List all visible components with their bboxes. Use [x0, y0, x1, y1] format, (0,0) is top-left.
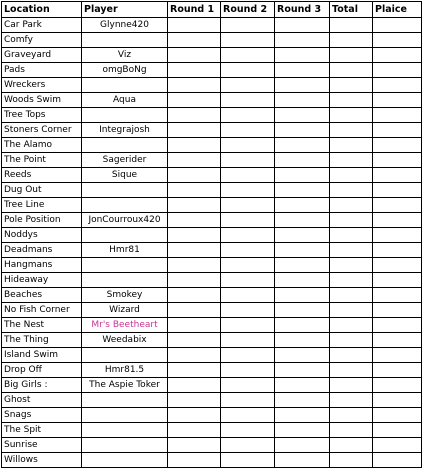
- table-row: [2, 198, 422, 213]
- round-2-cell[interactable]: [221, 123, 275, 138]
- player-cell[interactable]: Mr's Beetheart: [82, 318, 168, 333]
- round-2-cell[interactable]: [221, 288, 275, 303]
- plaice-cell[interactable]: [373, 258, 422, 273]
- table-row: [2, 423, 422, 438]
- round-1-cell[interactable]: [168, 363, 221, 378]
- total-cell[interactable]: [330, 153, 373, 168]
- total-cell[interactable]: [330, 138, 373, 153]
- total-cell[interactable]: [330, 408, 373, 423]
- table-row: [2, 438, 422, 453]
- table-row: [2, 393, 422, 408]
- total-cell[interactable]: [330, 243, 373, 258]
- total-cell[interactable]: [330, 318, 373, 333]
- plaice-cell[interactable]: [373, 93, 422, 108]
- location-cell[interactable]: Hideaway: [2, 273, 82, 288]
- location-cell[interactable]: Car Park: [2, 18, 82, 33]
- location-cell[interactable]: The Alamo: [2, 138, 82, 153]
- round-1-cell[interactable]: [168, 378, 221, 393]
- round-3-cell[interactable]: [275, 228, 330, 243]
- location-cell[interactable]: No Fish Corner: [2, 303, 82, 318]
- total-cell[interactable]: [330, 108, 373, 123]
- player-cell[interactable]: [82, 138, 168, 153]
- player-cell[interactable]: [82, 348, 168, 363]
- round-2-cell[interactable]: [221, 423, 275, 438]
- fishing-draw-table: [1, 1, 422, 468]
- round-2-cell[interactable]: [221, 243, 275, 258]
- player-cell[interactable]: Viz: [82, 48, 168, 63]
- plaice-cell[interactable]: [373, 333, 422, 348]
- plaice-cell[interactable]: [373, 78, 422, 93]
- round-2-cell[interactable]: [221, 318, 275, 333]
- round-1-cell[interactable]: [168, 108, 221, 123]
- round-1-cell[interactable]: [168, 318, 221, 333]
- table-row: [2, 48, 422, 63]
- round-1-cell[interactable]: [168, 303, 221, 318]
- total-cell[interactable]: [330, 213, 373, 228]
- round-2-cell[interactable]: [221, 363, 275, 378]
- player-cell[interactable]: Integrajosh: [82, 123, 168, 138]
- location-cell[interactable]: Big Girls :: [2, 378, 82, 393]
- table-row: [2, 138, 422, 153]
- table-row: [2, 33, 422, 48]
- location-cell[interactable]: Beaches: [2, 288, 82, 303]
- round-1-cell[interactable]: [168, 408, 221, 423]
- table-row: [2, 453, 422, 468]
- table-row: [2, 243, 422, 258]
- plaice-cell[interactable]: [373, 318, 422, 333]
- round-3-cell[interactable]: [275, 213, 330, 228]
- total-cell[interactable]: [330, 273, 373, 288]
- player-cell[interactable]: Hmr81: [82, 243, 168, 258]
- round-1-cell[interactable]: [168, 63, 221, 78]
- location-cell[interactable]: Tree Line: [2, 198, 82, 213]
- round-1-cell[interactable]: [168, 273, 221, 288]
- round-3-cell[interactable]: [275, 123, 330, 138]
- round-2-cell[interactable]: [221, 63, 275, 78]
- table-row: [2, 408, 422, 423]
- table-row: [2, 258, 422, 273]
- total-cell[interactable]: [330, 378, 373, 393]
- round-1-cell[interactable]: [168, 258, 221, 273]
- plaice-cell[interactable]: [373, 363, 422, 378]
- round-1-cell[interactable]: [168, 48, 221, 63]
- location-cell[interactable]: The Thing: [2, 333, 82, 348]
- round-2-cell[interactable]: [221, 303, 275, 318]
- round-3-cell[interactable]: [275, 108, 330, 123]
- round-2-cell[interactable]: [221, 93, 275, 108]
- table-row: [2, 153, 422, 168]
- round-2-cell[interactable]: [221, 258, 275, 273]
- table-row: [2, 168, 422, 183]
- header-round-1: Round 1: [168, 2, 221, 18]
- table-row: [2, 348, 422, 363]
- location-cell[interactable]: Graveyard: [2, 48, 82, 63]
- player-cell[interactable]: Glynne420: [82, 18, 168, 33]
- header-round-2: Round 2: [221, 2, 275, 18]
- round-1-cell[interactable]: [168, 393, 221, 408]
- total-cell[interactable]: [330, 438, 373, 453]
- location-cell[interactable]: Island Swim: [2, 348, 82, 363]
- round-1-cell[interactable]: [168, 123, 221, 138]
- round-3-cell[interactable]: [275, 378, 330, 393]
- round-3-cell[interactable]: [275, 93, 330, 108]
- round-3-cell[interactable]: [275, 63, 330, 78]
- round-3-cell[interactable]: [275, 348, 330, 363]
- total-cell[interactable]: [330, 33, 373, 48]
- total-cell[interactable]: [330, 363, 373, 378]
- total-cell[interactable]: [330, 168, 373, 183]
- table-row: [2, 288, 422, 303]
- table-row: [2, 18, 422, 33]
- table-row: [2, 183, 422, 198]
- round-2-cell[interactable]: [221, 153, 275, 168]
- plaice-cell[interactable]: [373, 393, 422, 408]
- location-cell[interactable]: Dug Out: [2, 183, 82, 198]
- round-1-cell[interactable]: [168, 213, 221, 228]
- table-row: [2, 378, 422, 393]
- location-cell[interactable]: The Nest: [2, 318, 82, 333]
- round-1-cell[interactable]: [168, 348, 221, 363]
- round-2-cell[interactable]: [221, 198, 275, 213]
- player-cell[interactable]: JonCourroux420: [82, 213, 168, 228]
- location-cell[interactable]: Stoners Corner: [2, 123, 82, 138]
- plaice-cell[interactable]: [373, 438, 422, 453]
- table-row: [2, 123, 422, 138]
- total-cell[interactable]: [330, 78, 373, 93]
- player-cell[interactable]: [82, 438, 168, 453]
- player-cell[interactable]: [82, 198, 168, 213]
- player-cell[interactable]: omgBoNg: [82, 63, 168, 78]
- round-2-cell[interactable]: [221, 408, 275, 423]
- player-cell[interactable]: [82, 453, 168, 468]
- round-3-cell[interactable]: [275, 318, 330, 333]
- round-3-cell[interactable]: [275, 168, 330, 183]
- header-player: Player: [82, 2, 168, 18]
- location-cell[interactable]: Ghost: [2, 393, 82, 408]
- table-row: [2, 78, 422, 93]
- round-3-cell[interactable]: [275, 303, 330, 318]
- round-2-cell[interactable]: [221, 228, 275, 243]
- table-row: [2, 273, 422, 288]
- header-plaice: Plaice: [373, 2, 422, 18]
- plaice-cell[interactable]: [373, 48, 422, 63]
- location-cell[interactable]: Pole Position: [2, 213, 82, 228]
- round-2-cell[interactable]: [221, 48, 275, 63]
- plaice-cell[interactable]: [373, 168, 422, 183]
- round-1-cell[interactable]: [168, 288, 221, 303]
- table-row: [2, 318, 422, 333]
- header-location: Location: [2, 2, 82, 18]
- location-cell[interactable]: Drop Off: [2, 363, 82, 378]
- plaice-cell[interactable]: [373, 63, 422, 78]
- round-3-cell[interactable]: [275, 153, 330, 168]
- location-cell[interactable]: Snags: [2, 408, 82, 423]
- round-3-cell[interactable]: [275, 438, 330, 453]
- round-1-cell[interactable]: [168, 78, 221, 93]
- round-3-cell[interactable]: [275, 453, 330, 468]
- round-2-cell[interactable]: [221, 183, 275, 198]
- table-row: [2, 363, 422, 378]
- total-cell[interactable]: [330, 333, 373, 348]
- plaice-cell[interactable]: [373, 288, 422, 303]
- round-3-cell[interactable]: [275, 258, 330, 273]
- total-cell[interactable]: [330, 288, 373, 303]
- plaice-cell[interactable]: [373, 453, 422, 468]
- round-2-cell[interactable]: [221, 108, 275, 123]
- plaice-cell[interactable]: [373, 348, 422, 363]
- total-cell[interactable]: [330, 393, 373, 408]
- round-2-cell[interactable]: [221, 168, 275, 183]
- location-cell[interactable]: Deadmans: [2, 243, 82, 258]
- plaice-cell[interactable]: [373, 408, 422, 423]
- plaice-cell[interactable]: [373, 153, 422, 168]
- player-cell[interactable]: [82, 423, 168, 438]
- table-row: [2, 93, 422, 108]
- player-cell[interactable]: [82, 258, 168, 273]
- round-2-cell[interactable]: [221, 273, 275, 288]
- total-cell[interactable]: [330, 93, 373, 108]
- round-1-cell[interactable]: [168, 183, 221, 198]
- plaice-cell[interactable]: [373, 123, 422, 138]
- player-cell[interactable]: [82, 393, 168, 408]
- plaice-cell[interactable]: [373, 183, 422, 198]
- round-3-cell[interactable]: [275, 138, 330, 153]
- player-cell[interactable]: Wizard: [82, 303, 168, 318]
- total-cell[interactable]: [330, 123, 373, 138]
- plaice-cell[interactable]: [373, 198, 422, 213]
- total-cell[interactable]: [330, 18, 373, 33]
- player-cell[interactable]: The Aspie Toker: [82, 378, 168, 393]
- round-3-cell[interactable]: [275, 78, 330, 93]
- table-row: [2, 213, 422, 228]
- round-1-cell[interactable]: [168, 333, 221, 348]
- round-3-cell[interactable]: [275, 198, 330, 213]
- round-2-cell[interactable]: [221, 78, 275, 93]
- round-3-cell[interactable]: [275, 423, 330, 438]
- location-cell[interactable]: Hangmans: [2, 258, 82, 273]
- table-row: [2, 333, 422, 348]
- total-cell[interactable]: [330, 258, 373, 273]
- table-row: [2, 108, 422, 123]
- header-round-3: Round 3: [275, 2, 330, 18]
- round-2-cell[interactable]: [221, 438, 275, 453]
- location-cell[interactable]: Noddys: [2, 228, 82, 243]
- player-cell[interactable]: [82, 33, 168, 48]
- player-cell[interactable]: Aqua: [82, 93, 168, 108]
- plaice-cell[interactable]: [373, 18, 422, 33]
- player-cell[interactable]: [82, 273, 168, 288]
- round-1-cell[interactable]: [168, 198, 221, 213]
- player-cell[interactable]: Smokey: [82, 288, 168, 303]
- round-3-cell[interactable]: [275, 393, 330, 408]
- round-1-cell[interactable]: [168, 228, 221, 243]
- header-total: Total: [330, 2, 373, 18]
- player-cell[interactable]: Weedabix: [82, 333, 168, 348]
- location-cell[interactable]: Sunrise: [2, 438, 82, 453]
- round-2-cell[interactable]: [221, 213, 275, 228]
- round-1-cell[interactable]: [168, 33, 221, 48]
- round-2-cell[interactable]: [221, 348, 275, 363]
- location-cell[interactable]: Reeds: [2, 168, 82, 183]
- player-cell[interactable]: [82, 108, 168, 123]
- plaice-cell[interactable]: [373, 303, 422, 318]
- plaice-cell[interactable]: [373, 228, 422, 243]
- player-cell[interactable]: [82, 78, 168, 93]
- round-1-cell[interactable]: [168, 93, 221, 108]
- round-3-cell[interactable]: [275, 363, 330, 378]
- player-cell[interactable]: Sique: [82, 168, 168, 183]
- table-row: [2, 303, 422, 318]
- round-1-cell[interactable]: [168, 423, 221, 438]
- table-row: [2, 228, 422, 243]
- plaice-cell[interactable]: [373, 423, 422, 438]
- total-cell[interactable]: [330, 63, 373, 78]
- round-1-cell[interactable]: [168, 153, 221, 168]
- plaice-cell[interactable]: [373, 378, 422, 393]
- location-cell[interactable]: Pads: [2, 63, 82, 78]
- player-cell[interactable]: Sagerider: [82, 153, 168, 168]
- round-1-cell[interactable]: [168, 18, 221, 33]
- location-cell[interactable]: Comfy: [2, 33, 82, 48]
- round-2-cell[interactable]: [221, 138, 275, 153]
- round-2-cell[interactable]: [221, 18, 275, 33]
- round-2-cell[interactable]: [221, 453, 275, 468]
- round-1-cell[interactable]: [168, 138, 221, 153]
- plaice-cell[interactable]: [373, 108, 422, 123]
- location-cell[interactable]: Wreckers: [2, 78, 82, 93]
- round-1-cell[interactable]: [168, 243, 221, 258]
- location-cell[interactable]: Tree Tops: [2, 108, 82, 123]
- round-1-cell[interactable]: [168, 438, 221, 453]
- player-cell[interactable]: [82, 408, 168, 423]
- total-cell[interactable]: [330, 303, 373, 318]
- total-cell[interactable]: [330, 228, 373, 243]
- round-2-cell[interactable]: [221, 333, 275, 348]
- round-2-cell[interactable]: [221, 393, 275, 408]
- plaice-cell[interactable]: [373, 213, 422, 228]
- table-row: [2, 63, 422, 78]
- plaice-cell[interactable]: [373, 243, 422, 258]
- player-cell[interactable]: [82, 183, 168, 198]
- round-2-cell[interactable]: [221, 33, 275, 48]
- plaice-cell[interactable]: [373, 138, 422, 153]
- round-2-cell[interactable]: [221, 378, 275, 393]
- round-3-cell[interactable]: [275, 288, 330, 303]
- total-cell[interactable]: [330, 198, 373, 213]
- location-cell[interactable]: The Point: [2, 153, 82, 168]
- location-cell[interactable]: The Spit: [2, 423, 82, 438]
- player-cell[interactable]: [82, 228, 168, 243]
- location-cell[interactable]: Woods Swim: [2, 93, 82, 108]
- total-cell[interactable]: [330, 453, 373, 468]
- location-cell[interactable]: Willows: [2, 453, 82, 468]
- round-3-cell[interactable]: [275, 18, 330, 33]
- round-3-cell[interactable]: [275, 408, 330, 423]
- round-1-cell[interactable]: [168, 453, 221, 468]
- round-3-cell[interactable]: [275, 333, 330, 348]
- round-3-cell[interactable]: [275, 48, 330, 63]
- plaice-cell[interactable]: [373, 273, 422, 288]
- round-1-cell[interactable]: [168, 168, 221, 183]
- total-cell[interactable]: [330, 48, 373, 63]
- round-3-cell[interactable]: [275, 273, 330, 288]
- round-3-cell[interactable]: [275, 243, 330, 258]
- round-3-cell[interactable]: [275, 183, 330, 198]
- plaice-cell[interactable]: [373, 33, 422, 48]
- total-cell[interactable]: [330, 348, 373, 363]
- total-cell[interactable]: [330, 183, 373, 198]
- round-3-cell[interactable]: [275, 33, 330, 48]
- header-row: [2, 2, 422, 18]
- total-cell[interactable]: [330, 423, 373, 438]
- player-cell[interactable]: Hmr81.5: [82, 363, 168, 378]
